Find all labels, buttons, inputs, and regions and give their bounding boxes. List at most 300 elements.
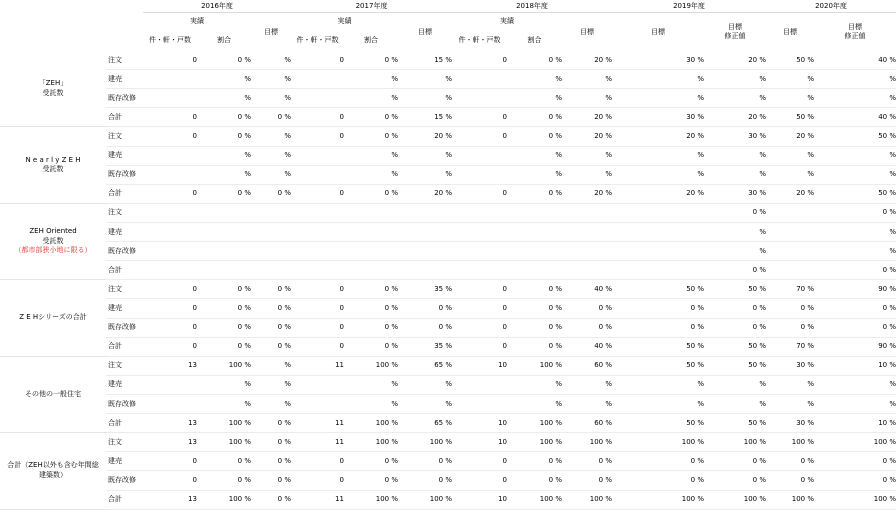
table-cell bbox=[398, 242, 452, 261]
table-cell: 0 % bbox=[344, 280, 398, 299]
jisseki-header-2017: 実績 bbox=[337, 17, 352, 25]
table-cell: 0 % bbox=[197, 471, 251, 490]
table-cell: % bbox=[197, 376, 251, 395]
table-cell bbox=[452, 89, 507, 108]
table-cell bbox=[766, 223, 814, 242]
row-label: 既存改修 bbox=[106, 471, 143, 490]
table-cell: 90 % bbox=[814, 338, 896, 357]
table-cell: 0 % bbox=[251, 414, 291, 433]
table-cell bbox=[143, 147, 197, 166]
table-cell: 0 bbox=[452, 319, 507, 338]
table-cell bbox=[251, 204, 291, 223]
table-cell: 0 % bbox=[344, 127, 398, 146]
table-cell: % bbox=[344, 395, 398, 414]
table-cell: 0 % bbox=[766, 299, 814, 318]
table-cell: 0 % bbox=[507, 471, 562, 490]
table-cell: 0 % bbox=[814, 471, 896, 490]
table-cell bbox=[562, 204, 612, 223]
table-cell bbox=[452, 223, 507, 242]
table-cell: 100 % bbox=[814, 491, 896, 510]
table-cell: 100 % bbox=[704, 433, 766, 452]
year-header-2016: 2016年度 bbox=[143, 0, 291, 13]
table-cell: % bbox=[704, 242, 766, 261]
table-cell: 100 % bbox=[562, 433, 612, 452]
row-label: 既存改修 bbox=[106, 242, 143, 261]
table-cell: 20 % bbox=[704, 108, 766, 127]
table-cell: % bbox=[814, 376, 896, 395]
table-cell: % bbox=[766, 89, 814, 108]
row-label: 既存改修 bbox=[106, 319, 143, 338]
table-cell: 15 % bbox=[398, 51, 452, 70]
table-cell bbox=[612, 242, 704, 261]
table-cell bbox=[197, 223, 251, 242]
table-cell: 0 % bbox=[814, 452, 896, 471]
table-cell: % bbox=[704, 376, 766, 395]
table-cell bbox=[452, 204, 507, 223]
table-cell: 90 % bbox=[814, 280, 896, 299]
table-cell bbox=[398, 223, 452, 242]
table-cell bbox=[452, 147, 507, 166]
table-cell: % bbox=[612, 70, 704, 89]
table-cell: 0 % bbox=[766, 471, 814, 490]
target-header-2019: 目標 bbox=[651, 27, 665, 36]
table-cell: 100 % bbox=[344, 357, 398, 376]
table-cell: 100 % bbox=[814, 433, 896, 452]
table-cell: 10 % bbox=[814, 414, 896, 433]
table-cell bbox=[291, 261, 344, 280]
table-cell: 0 bbox=[143, 452, 197, 471]
table-cell: 0 % bbox=[197, 452, 251, 471]
table-cell: 50 % bbox=[612, 338, 704, 357]
table-cell: 11 bbox=[291, 433, 344, 452]
table-cell: % bbox=[704, 166, 766, 185]
table-cell bbox=[612, 204, 704, 223]
table-cell: 0 % bbox=[344, 471, 398, 490]
table-cell: 0 % bbox=[507, 108, 562, 127]
table-cell bbox=[291, 166, 344, 185]
table-cell: 0 % bbox=[612, 452, 704, 471]
group-title-line: N e a r l y Z E H bbox=[25, 155, 81, 164]
group-title-3 bbox=[0, 280, 106, 356]
table-cell: % bbox=[562, 166, 612, 185]
table-cell: % bbox=[344, 70, 398, 89]
table-cell: 0 % bbox=[197, 299, 251, 318]
row-label: 注文 bbox=[106, 204, 143, 223]
table-cell bbox=[398, 204, 452, 223]
table-cell: 13 bbox=[143, 414, 197, 433]
table-cell: % bbox=[704, 147, 766, 166]
table-cell: % bbox=[766, 376, 814, 395]
table-cell: 0 % bbox=[507, 127, 562, 146]
table-cell: 60 % bbox=[562, 357, 612, 376]
table-cell: 0 bbox=[143, 127, 197, 146]
table-cell: % bbox=[251, 89, 291, 108]
row-label: 建売 bbox=[106, 223, 143, 242]
table-cell: 100 % bbox=[766, 491, 814, 510]
table-cell: 0 % bbox=[344, 108, 398, 127]
table-cell: 0 bbox=[452, 108, 507, 127]
table-cell: 0 % bbox=[251, 185, 291, 204]
table-cell: 100 % bbox=[197, 357, 251, 376]
table-cell: 0 bbox=[143, 338, 197, 357]
table-cell: 0 bbox=[452, 51, 507, 70]
table-cell: 20 % bbox=[612, 127, 704, 146]
table-cell bbox=[143, 376, 197, 395]
group-title-line: 受託数 bbox=[42, 236, 64, 245]
table-cell: % bbox=[507, 395, 562, 414]
table-cell: 0 % bbox=[251, 471, 291, 490]
table-cell: 0 bbox=[452, 471, 507, 490]
table-cell: 20 % bbox=[766, 185, 814, 204]
year-header-2020: 2020年度 bbox=[766, 0, 896, 13]
table-cell bbox=[398, 261, 452, 280]
table-cell: 0 % bbox=[507, 51, 562, 70]
table-cell: 50 % bbox=[704, 357, 766, 376]
table-cell bbox=[507, 261, 562, 280]
table-cell: 0 bbox=[143, 51, 197, 70]
table-cell: 40 % bbox=[562, 338, 612, 357]
table-cell: % bbox=[251, 376, 291, 395]
table-cell: 100 % bbox=[612, 433, 704, 452]
table-cell bbox=[143, 395, 197, 414]
table-cell: 10 bbox=[452, 433, 507, 452]
table-cell: 0 % bbox=[197, 319, 251, 338]
table-cell: 35 % bbox=[398, 338, 452, 357]
row-label: 注文 bbox=[106, 127, 143, 146]
table-cell: 0 % bbox=[251, 452, 291, 471]
table-cell: % bbox=[814, 242, 896, 261]
row-label: 合計 bbox=[106, 338, 143, 357]
table-cell: % bbox=[507, 147, 562, 166]
table-cell bbox=[291, 395, 344, 414]
table-cell: % bbox=[814, 70, 896, 89]
table-cell: 0 % bbox=[251, 338, 291, 357]
table-cell: 13 bbox=[143, 491, 197, 510]
table-cell: 10 bbox=[452, 414, 507, 433]
table-cell bbox=[766, 242, 814, 261]
table-cell: 30 % bbox=[766, 414, 814, 433]
table-cell: 0 bbox=[291, 338, 344, 357]
table-cell: 100 % bbox=[197, 433, 251, 452]
table-cell: 10 bbox=[452, 491, 507, 510]
table-cell: 11 bbox=[291, 357, 344, 376]
row-label: 建売 bbox=[106, 452, 143, 471]
table-cell: 50 % bbox=[612, 357, 704, 376]
table-cell: % bbox=[251, 70, 291, 89]
table-cell: 0 % bbox=[251, 280, 291, 299]
table-cell: 0 % bbox=[251, 491, 291, 510]
table-cell: 0 % bbox=[197, 127, 251, 146]
table-cell bbox=[143, 223, 197, 242]
table-cell bbox=[197, 204, 251, 223]
table-cell bbox=[612, 261, 704, 280]
table-cell: % bbox=[612, 89, 704, 108]
table-cell bbox=[143, 242, 197, 261]
row-label: 既存改修 bbox=[106, 166, 143, 185]
table-cell: % bbox=[197, 89, 251, 108]
table-cell: 0 % bbox=[814, 299, 896, 318]
table-cell: 30 % bbox=[612, 108, 704, 127]
table-cell: % bbox=[344, 376, 398, 395]
table-cell: % bbox=[251, 147, 291, 166]
table-cell bbox=[344, 242, 398, 261]
target-revised-header-2020 bbox=[814, 13, 896, 51]
table-cell: 30 % bbox=[766, 357, 814, 376]
row-label: 合計 bbox=[106, 108, 143, 127]
group-title-line: 受託数 bbox=[42, 88, 64, 97]
table-cell: 50 % bbox=[766, 108, 814, 127]
table-cell: 20 % bbox=[562, 108, 612, 127]
table-cell: % bbox=[398, 166, 452, 185]
group-title-line: 合計（ZEH以外も含む年間総 bbox=[7, 461, 99, 470]
table-cell: 20 % bbox=[766, 127, 814, 146]
table-cell: 0 % bbox=[814, 319, 896, 338]
table-cell bbox=[143, 70, 197, 89]
table-cell: 100 % bbox=[766, 433, 814, 452]
row-label: 建売 bbox=[106, 299, 143, 318]
table-cell: % bbox=[704, 89, 766, 108]
row-label: 合計 bbox=[106, 414, 143, 433]
table-cell: % bbox=[197, 395, 251, 414]
target-header-2018: 目標 bbox=[580, 27, 594, 36]
table-cell: 100 % bbox=[612, 491, 704, 510]
row-label: 注文 bbox=[106, 433, 143, 452]
table-cell bbox=[197, 261, 251, 280]
table-cell: % bbox=[251, 166, 291, 185]
table-cell: 20 % bbox=[398, 185, 452, 204]
table-cell: 50 % bbox=[814, 185, 896, 204]
table-cell bbox=[452, 166, 507, 185]
table-cell: % bbox=[612, 166, 704, 185]
table-cell: % bbox=[562, 70, 612, 89]
table-cell: 0 % bbox=[562, 471, 612, 490]
table-cell: 0 % bbox=[612, 299, 704, 318]
target-header-2016: 目標 bbox=[264, 27, 278, 36]
table-cell: 0 bbox=[143, 108, 197, 127]
row-label: 既存改修 bbox=[106, 89, 143, 108]
table-cell: 100 % bbox=[507, 433, 562, 452]
table-cell bbox=[562, 223, 612, 242]
table-cell: 0 % bbox=[251, 108, 291, 127]
group-title-4 bbox=[0, 357, 106, 433]
year-header-2019: 2019年度 bbox=[612, 0, 766, 13]
table-cell: 0 % bbox=[398, 299, 452, 318]
table-cell: 0 bbox=[143, 185, 197, 204]
table-cell: 100 % bbox=[197, 414, 251, 433]
group-note: （都市部狭小地に限る） bbox=[14, 246, 92, 255]
table-cell: % bbox=[197, 147, 251, 166]
table-cell: 0 % bbox=[704, 261, 766, 280]
table-cell bbox=[452, 70, 507, 89]
table-cell bbox=[291, 89, 344, 108]
row-label: 建売 bbox=[106, 376, 143, 395]
table-cell: % bbox=[197, 166, 251, 185]
table-cell: 0 % bbox=[562, 319, 612, 338]
table-cell: 100 % bbox=[398, 491, 452, 510]
table-cell: 0 % bbox=[398, 452, 452, 471]
row-label: 注文 bbox=[106, 357, 143, 376]
table-cell: 100 % bbox=[562, 491, 612, 510]
table-cell: 0 % bbox=[507, 338, 562, 357]
table-cell bbox=[251, 223, 291, 242]
table-cell: 0 % bbox=[612, 471, 704, 490]
table-cell: 0 % bbox=[704, 204, 766, 223]
table-cell: 0 % bbox=[562, 452, 612, 471]
table-cell: % bbox=[398, 395, 452, 414]
table-cell: 50 % bbox=[704, 280, 766, 299]
table-cell: 0 % bbox=[197, 51, 251, 70]
target-header-2017: 目標 bbox=[418, 27, 432, 36]
table-cell: 40 % bbox=[814, 51, 896, 70]
table-cell: % bbox=[562, 376, 612, 395]
table-cell: 0 % bbox=[197, 338, 251, 357]
table-cell bbox=[344, 223, 398, 242]
table-cell: 20 % bbox=[398, 127, 452, 146]
table-cell: 0 bbox=[452, 299, 507, 318]
table-cell: % bbox=[251, 127, 291, 146]
table-cell: 0 % bbox=[507, 319, 562, 338]
table-cell: % bbox=[398, 70, 452, 89]
table-cell: % bbox=[398, 89, 452, 108]
units-header-2017: 件・軒・戸数 bbox=[296, 36, 339, 44]
table-cell: 0 % bbox=[344, 51, 398, 70]
table-cell: 0 bbox=[143, 280, 197, 299]
table-cell: 15 % bbox=[398, 108, 452, 127]
row-label: 建売 bbox=[106, 70, 143, 89]
table-cell: 0 % bbox=[251, 433, 291, 452]
units-header-2016: 件・軒・戸数 bbox=[149, 36, 191, 44]
table-cell: % bbox=[814, 166, 896, 185]
target-header-2020: 目標 bbox=[783, 27, 797, 36]
table-cell: % bbox=[398, 376, 452, 395]
table-cell: % bbox=[344, 89, 398, 108]
year-header-2018: 2018年度 bbox=[452, 0, 612, 13]
table-cell: 0 % bbox=[344, 319, 398, 338]
table-cell: 60 % bbox=[562, 414, 612, 433]
table-cell bbox=[507, 204, 562, 223]
table-cell: 0 % bbox=[251, 319, 291, 338]
table-cell: 0 % bbox=[766, 452, 814, 471]
table-cell: % bbox=[704, 223, 766, 242]
jisseki-header-2016: 実績 bbox=[190, 17, 204, 25]
group-title-line: 「ZEH」 bbox=[38, 79, 68, 88]
row-label: 合計 bbox=[106, 185, 143, 204]
table-cell: % bbox=[507, 89, 562, 108]
table-cell bbox=[452, 261, 507, 280]
table-cell: % bbox=[562, 147, 612, 166]
table-cell: % bbox=[814, 395, 896, 414]
table-cell bbox=[291, 147, 344, 166]
table-cell: 20 % bbox=[562, 51, 612, 70]
table-cell bbox=[766, 204, 814, 223]
table-cell: % bbox=[612, 395, 704, 414]
table-cell: 0 % bbox=[704, 299, 766, 318]
year-header-2017: 2017年度 bbox=[291, 0, 452, 13]
table-cell bbox=[143, 261, 197, 280]
table-cell: 0 % bbox=[704, 452, 766, 471]
table-cell: 30 % bbox=[704, 127, 766, 146]
table-cell: 0 bbox=[143, 471, 197, 490]
table-cell: 0 % bbox=[562, 299, 612, 318]
target-revised-line1: 目標 bbox=[848, 22, 862, 31]
table-cell: 11 bbox=[291, 414, 344, 433]
table-cell bbox=[507, 242, 562, 261]
target-revised-line2: 修正値 bbox=[724, 32, 746, 40]
group-title-0 bbox=[0, 51, 106, 127]
table-cell: 13 bbox=[143, 357, 197, 376]
table-cell bbox=[562, 261, 612, 280]
table-cell bbox=[291, 223, 344, 242]
table-cell: % bbox=[766, 395, 814, 414]
table-cell: 0 bbox=[452, 280, 507, 299]
table-cell: 100 % bbox=[704, 491, 766, 510]
table-cell bbox=[562, 242, 612, 261]
table-cell bbox=[452, 395, 507, 414]
group-title-line: その他の一般住宅 bbox=[25, 389, 81, 398]
group-title-1 bbox=[0, 127, 106, 203]
table-cell: 0 % bbox=[814, 261, 896, 280]
table-cell: 0 % bbox=[507, 452, 562, 471]
table-cell: % bbox=[197, 70, 251, 89]
table-cell: % bbox=[344, 147, 398, 166]
table-cell: % bbox=[507, 166, 562, 185]
table-cell: 0 bbox=[452, 338, 507, 357]
units-header-2018: 件・軒・戸数 bbox=[458, 36, 501, 44]
table-cell: 0 bbox=[452, 452, 507, 471]
table-cell bbox=[612, 223, 704, 242]
table-cell: 13 bbox=[143, 433, 197, 452]
table-cell: 0 % bbox=[766, 319, 814, 338]
table-cell bbox=[507, 223, 562, 242]
table-cell: 100 % bbox=[507, 414, 562, 433]
table-cell: 0 bbox=[291, 51, 344, 70]
table-cell: % bbox=[704, 395, 766, 414]
table-cell: 0 % bbox=[814, 204, 896, 223]
table-cell: 0 % bbox=[344, 338, 398, 357]
ratio-header-2018: 割合 bbox=[527, 36, 542, 44]
table-cell: 50 % bbox=[766, 51, 814, 70]
target-revised-line2: 修正値 bbox=[844, 32, 866, 40]
group-title-5 bbox=[0, 433, 106, 509]
table-cell bbox=[143, 204, 197, 223]
table-cell: 0 bbox=[452, 127, 507, 146]
ratio-header-2017: 割合 bbox=[364, 36, 378, 44]
table-cell bbox=[291, 204, 344, 223]
table-cell: 0 % bbox=[251, 299, 291, 318]
table-cell: 100 % bbox=[197, 491, 251, 510]
table-cell: 0 % bbox=[704, 319, 766, 338]
table-cell: % bbox=[251, 395, 291, 414]
table-cell: % bbox=[704, 70, 766, 89]
table-cell: 0 bbox=[291, 452, 344, 471]
table-cell: 35 % bbox=[398, 280, 452, 299]
row-label: 注文 bbox=[106, 51, 143, 70]
table-cell: 100 % bbox=[507, 357, 562, 376]
table-cell: 0 % bbox=[344, 299, 398, 318]
table-cell: 40 % bbox=[562, 280, 612, 299]
table-cell: 100 % bbox=[344, 433, 398, 452]
table-cell: 0 % bbox=[398, 471, 452, 490]
group-title-2 bbox=[0, 204, 106, 280]
table-cell: 50 % bbox=[612, 414, 704, 433]
table-cell: % bbox=[562, 395, 612, 414]
table-cell: 0 % bbox=[507, 280, 562, 299]
table-cell: 10 % bbox=[814, 357, 896, 376]
table-cell: % bbox=[766, 166, 814, 185]
table-cell bbox=[251, 261, 291, 280]
table-cell: 70 % bbox=[766, 338, 814, 357]
table-cell: 0 bbox=[143, 319, 197, 338]
